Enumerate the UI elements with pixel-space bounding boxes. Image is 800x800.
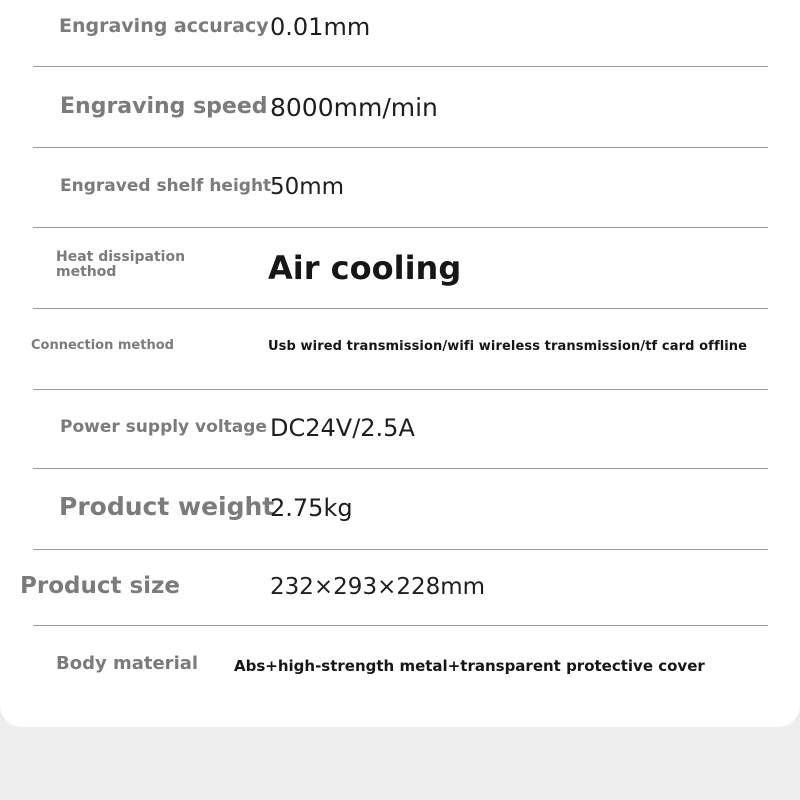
spec-label-product-size: Product size (20, 573, 181, 599)
spec-value-engraved-shelf-height: 50mm (270, 174, 345, 200)
spec-label-engraved-shelf-height: Engraved shelf height (60, 176, 272, 196)
row-divider (33, 147, 768, 148)
spec-value-product-weight: 2.75kg (270, 494, 353, 522)
row-divider (33, 549, 768, 550)
spec-label-engraving-accuracy: Engraving accuracy (59, 15, 269, 37)
row-divider (33, 227, 768, 228)
spec-value-engraving-accuracy: 0.01mm (270, 13, 371, 41)
spec-label-engraving-speed: Engraving speed (60, 94, 268, 119)
row-divider (33, 468, 768, 469)
spec-label-product-weight: Product weight (59, 492, 275, 521)
spec-value-engraving-speed: 8000mm/min (270, 93, 438, 122)
spec-value-product-size: 232×293×228mm (270, 574, 486, 600)
spec-value-heat-dissipation-method: Air cooling (268, 249, 462, 287)
spec-label-power-supply-voltage: Power supply voltage (60, 417, 267, 437)
spec-label-connection-method: Connection method (31, 338, 174, 353)
row-divider (33, 625, 768, 626)
spec-value-body-material: Abs+high-strength metal+transparent protective cover (234, 657, 705, 675)
spec-value-power-supply-voltage: DC24V/2.5A (270, 414, 415, 442)
spec-value-connection-method: Usb wired transmission/wifi wireless transmission/tf card offline (268, 339, 748, 354)
row-divider (33, 66, 768, 67)
spec-label-heat-dissipation-method: Heat dissipation method (56, 249, 186, 280)
row-divider (33, 308, 768, 309)
row-divider (33, 389, 768, 390)
spec-label-body-material: Body material (56, 653, 199, 674)
